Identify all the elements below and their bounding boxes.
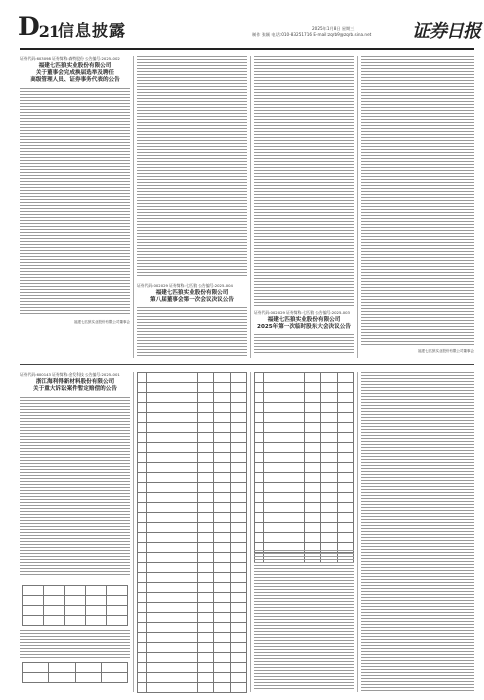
table-row (138, 633, 247, 643)
announcement-body (254, 56, 354, 306)
table-row (138, 623, 247, 633)
table-row (138, 473, 247, 483)
table-row (255, 423, 354, 433)
table-row (255, 523, 354, 533)
table-row (255, 373, 354, 383)
table-row (255, 493, 354, 503)
page-number: D21 (18, 12, 59, 41)
table-row (138, 583, 247, 593)
table-row (138, 553, 247, 563)
announcement-header (20, 56, 130, 84)
table-row (138, 593, 247, 603)
column-divider (250, 56, 251, 358)
announcement-code: 证券代码:002029 证券简称:七匹狼 公告编号:2025-003 (254, 310, 350, 315)
header-rule (20, 48, 474, 50)
table-row (138, 573, 247, 583)
table-row (138, 433, 247, 443)
table (22, 662, 128, 683)
table-row (138, 563, 247, 573)
announcement-title-line: 高级管理人员、证券事务代表的公告 (30, 77, 120, 83)
table-row (138, 483, 247, 493)
announcement-column-2b (137, 283, 247, 358)
table-row (255, 503, 354, 513)
newspaper-logo: 证券日报 (412, 21, 480, 42)
table-row (138, 533, 247, 543)
table-row (255, 533, 354, 543)
table-row (138, 513, 247, 523)
announcement-title-line: 浙江海利得新材料股份有限公司 (35, 379, 115, 385)
announcement-body (137, 307, 247, 357)
announcement-column-3b (254, 310, 354, 358)
table-row (255, 383, 354, 393)
announcement-code: 证券代码:600143 证券简称:金发科技 公告编号:2025-001 (20, 372, 120, 377)
table-row (23, 673, 128, 683)
announcement-header (20, 372, 130, 393)
table-row (138, 493, 247, 503)
announcement-body (254, 334, 354, 354)
table-row (138, 663, 247, 673)
table-row (23, 606, 128, 616)
table-row (23, 596, 128, 606)
text-column-bottom-4 (361, 372, 474, 692)
table-row (255, 473, 354, 483)
announcement-column-1 (20, 56, 130, 358)
table-row (138, 413, 247, 423)
announcement-title-line: 2025年第一次临时股东大会决议公告 (257, 324, 351, 330)
table-row (138, 443, 247, 453)
table-row (138, 403, 247, 413)
announcement-header (254, 310, 354, 331)
table-row (138, 683, 247, 693)
page-header (0, 0, 484, 48)
text-column-3 (254, 56, 354, 306)
text-column-2 (137, 56, 247, 278)
table-row (255, 433, 354, 443)
table-row (255, 483, 354, 493)
table-row (255, 463, 354, 473)
table-row (138, 603, 247, 613)
column-divider (357, 56, 358, 358)
announcement-body (20, 630, 130, 658)
editor-contact: 制作 张颖 电话:010-83251716 E-mail:zqrb9@zqrb.sina.net (252, 32, 372, 37)
table-row (138, 503, 247, 513)
table-row (255, 403, 354, 413)
signature: 福建七匹狼实业股份有限公司董事会 (74, 320, 130, 324)
text-column-4 (361, 56, 474, 346)
table-row (138, 373, 247, 383)
table-row (138, 423, 247, 433)
signature: 福建七匹狼实业股份有限公司董事会 (418, 349, 474, 353)
table-row (255, 443, 354, 453)
table-row (138, 653, 247, 663)
section-title: 信息披露 (58, 21, 127, 40)
announcement-title-line: 福建七匹狼实业股份有限公司 (267, 317, 341, 323)
column-divider (250, 372, 251, 692)
announcement-body (20, 88, 130, 316)
data-table (137, 372, 247, 693)
section-divider (20, 364, 474, 365)
announcement-body (20, 397, 130, 577)
announcement-code: 证券代码:603098 证券简称:森特股份 公告编号:2025-002 (20, 56, 120, 61)
column-divider (133, 372, 134, 692)
column-divider (133, 56, 134, 358)
table-row (138, 613, 247, 623)
column-divider (357, 372, 358, 692)
announcement-title-line: 福建七匹狼实业股份有限公司 (155, 290, 229, 296)
table-row (255, 513, 354, 523)
announcement-title-line: 关于董事会完成换届选举及聘任 (35, 70, 115, 76)
announcement-body (254, 550, 354, 690)
announcement-body (137, 56, 247, 278)
table-row (138, 383, 247, 393)
announcement-title-line: 关于重大诉讼案件暂定赔偿的公告 (33, 386, 117, 392)
announcement-body (361, 56, 474, 346)
issue-date: 2025年1月8日 星期三 (312, 26, 355, 31)
table-row (138, 453, 247, 463)
table-row (138, 643, 247, 653)
data-table (254, 372, 354, 563)
table-row (23, 616, 128, 626)
masthead-meta (252, 26, 422, 38)
table-row (138, 463, 247, 473)
announcement-header (137, 283, 247, 304)
announcement-body (361, 372, 474, 692)
announcement-code: 证券代码:002029 证券简称:七匹狼 公告编号:2025-004 (137, 283, 233, 288)
table-row (23, 663, 128, 673)
table-row (138, 543, 247, 553)
table-row (138, 673, 247, 683)
table-row (23, 586, 128, 596)
table-row (255, 393, 354, 403)
table-row (138, 523, 247, 533)
table-row (255, 413, 354, 423)
table-row (138, 393, 247, 403)
table-row (255, 453, 354, 463)
announcement-title-line: 第八届董事会第一次会议决议公告 (150, 297, 234, 303)
announcement-title-line: 福建七匹狼实业股份有限公司 (38, 63, 112, 69)
table (22, 585, 128, 626)
